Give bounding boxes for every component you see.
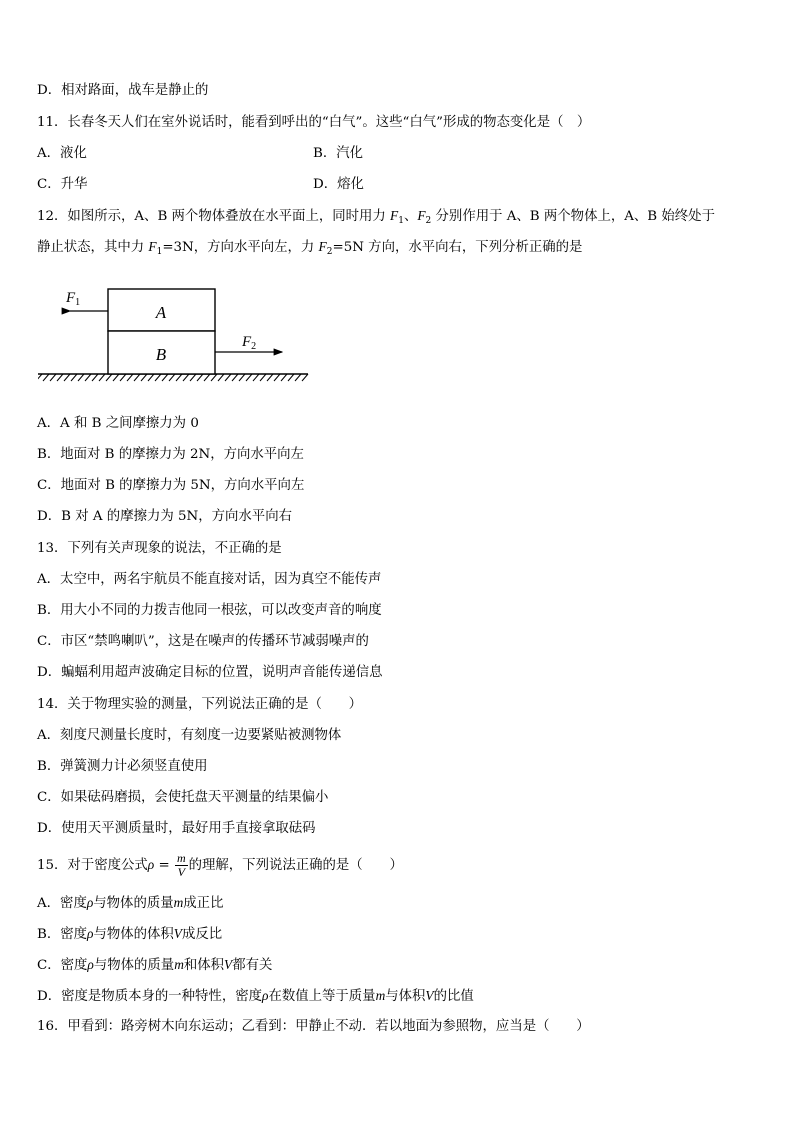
hatch-stroke	[176, 374, 182, 381]
hatch-stroke	[38, 374, 42, 381]
hatch-stroke	[99, 374, 105, 381]
q12-figure-blocks	[38, 283, 313, 383]
q13-option-a: A．太空中，两名宇航员不能直接对话，因为真空不能传声	[37, 572, 382, 587]
q13-option-b: B．用大小不同的力拨吉他同一根弦，可以改变声音的响度	[37, 603, 382, 618]
q11-option-d: D．熔化	[313, 177, 364, 192]
hatch-stroke	[288, 374, 294, 381]
q15-option-b: B．密度ρ与物体的体积V成反比	[37, 926, 223, 942]
q11-option-a: A．液化	[37, 146, 87, 161]
block-b-label: B	[155, 345, 167, 364]
hatch-stroke	[260, 374, 266, 381]
q15-option-c: C．密度ρ与物体的质量m和体积V都有关	[37, 957, 273, 973]
hatch-stroke	[127, 374, 133, 381]
q14-option-a: A．刻度尺测量长度时，有刻度一边要紧贴被测物体	[37, 728, 342, 743]
hatch-stroke	[50, 374, 56, 381]
hatch-stroke	[302, 374, 308, 381]
q15-option-d: D．密度是物质本身的一种特性，密度ρ在数值上等于质量m与体积V的比值	[37, 988, 474, 1004]
q16-stem: 16．甲看到：路旁树木向东运动；乙看到：甲静止不动．若以地面为参照物，应当是（ ）	[37, 1019, 590, 1034]
hatch-stroke	[148, 374, 154, 381]
block-a-label: A	[155, 303, 167, 322]
hatch-stroke	[57, 374, 63, 381]
hatch-stroke	[169, 374, 175, 381]
q11-stem: 11．长春冬天人们在室外说话时，能看到呼出的“白气”。这些“白气”形成的物态变化是（ ）	[37, 115, 591, 130]
force-f1-label: $F_1$	[66, 290, 81, 308]
force-f2-label: $F_2$	[242, 334, 257, 352]
q12-option-d: D．B 对 A 的摩擦力为 5N，方向水平向右	[37, 509, 292, 524]
hatch-stroke	[141, 374, 147, 381]
q14-option-d: D．使用天平测质量时，最好用手直接拿取砝码	[37, 821, 316, 836]
density-fraction: $\frac{m}{V}$	[176, 851, 186, 879]
hatch-stroke	[85, 374, 91, 381]
hatch-stroke	[43, 374, 49, 381]
q14-option-b: B．弹簧测力计必须竖直使用	[37, 759, 208, 774]
hatch-stroke	[71, 374, 77, 381]
hatch-stroke	[120, 374, 126, 381]
q15-option-a: A．密度ρ与物体的质量m成正比	[37, 895, 224, 911]
hatch-stroke	[64, 374, 70, 381]
hatch-stroke	[253, 374, 259, 381]
q10-option-d: D．相对路面，战车是静止的	[37, 83, 209, 98]
hatch-stroke	[183, 374, 189, 381]
hatch-stroke	[78, 374, 84, 381]
q13-option-d: D．蝙蝠利用超声波确定目标的位置，说明声音能传递信息	[37, 665, 383, 680]
hatch-stroke	[267, 374, 273, 381]
hatch-stroke	[281, 374, 287, 381]
hatch-stroke	[190, 374, 196, 381]
q12-option-b: B．地面对 B 的摩擦力为 2N，方向水平向左	[37, 447, 304, 462]
hatch-stroke	[239, 374, 245, 381]
hatch-stroke	[162, 374, 168, 381]
hatch-stroke	[113, 374, 119, 381]
q13-stem: 13．下列有关声现象的说法，不正确的是	[37, 541, 282, 556]
hatch-stroke	[204, 374, 210, 381]
hatch-stroke	[225, 374, 231, 381]
q12-option-a: A．A 和 B 之间摩擦力为 0	[37, 416, 199, 431]
q12-stem-line1: 12．如图所示，A、B 两个物体叠放在水平面上，同时用力 $F_1$、$F_2$ 分别作用于 A、B 两个物体上，A、B 始终处于	[37, 208, 715, 226]
q12-stem-line2: 静止状态，其中力 $F_1=3N$，方向水平向左，力 $F_2=5N$ 方向，水平向右，下列分析正确的是	[37, 239, 583, 257]
hatch-stroke	[232, 374, 238, 381]
q14-stem: 14．关于物理实验的测量，下列说法正确的是（ ）	[37, 697, 363, 712]
hatch-stroke	[295, 374, 301, 381]
hatch-stroke	[211, 374, 217, 381]
hatch-stroke	[246, 374, 252, 381]
hatch-stroke	[218, 374, 224, 381]
hatch-stroke	[197, 374, 203, 381]
q11-option-b: B．汽化	[313, 146, 364, 161]
hatch-stroke	[134, 374, 140, 381]
hatch-stroke	[106, 374, 112, 381]
ground-hatching	[38, 374, 308, 381]
q12-option-c: C．地面对 B 的摩擦力为 5N，方向水平向左	[37, 478, 305, 493]
q14-option-c: C．如果砝码磨损，会使托盘天平测量的结果偏小	[37, 790, 329, 805]
q11-option-c: C．升华	[37, 177, 88, 192]
q15-stem: 15．对于密度公式ρ = $\frac{m}{V}$ 的理解，下列说法正确的是（ ）	[37, 851, 403, 879]
hatch-stroke	[92, 374, 98, 381]
hatch-stroke	[155, 374, 161, 381]
hatch-stroke	[274, 374, 280, 381]
q13-option-c: C．市区“禁鸣喇叭”，这是在噪声的传播环节减弱噪声的	[37, 634, 369, 649]
